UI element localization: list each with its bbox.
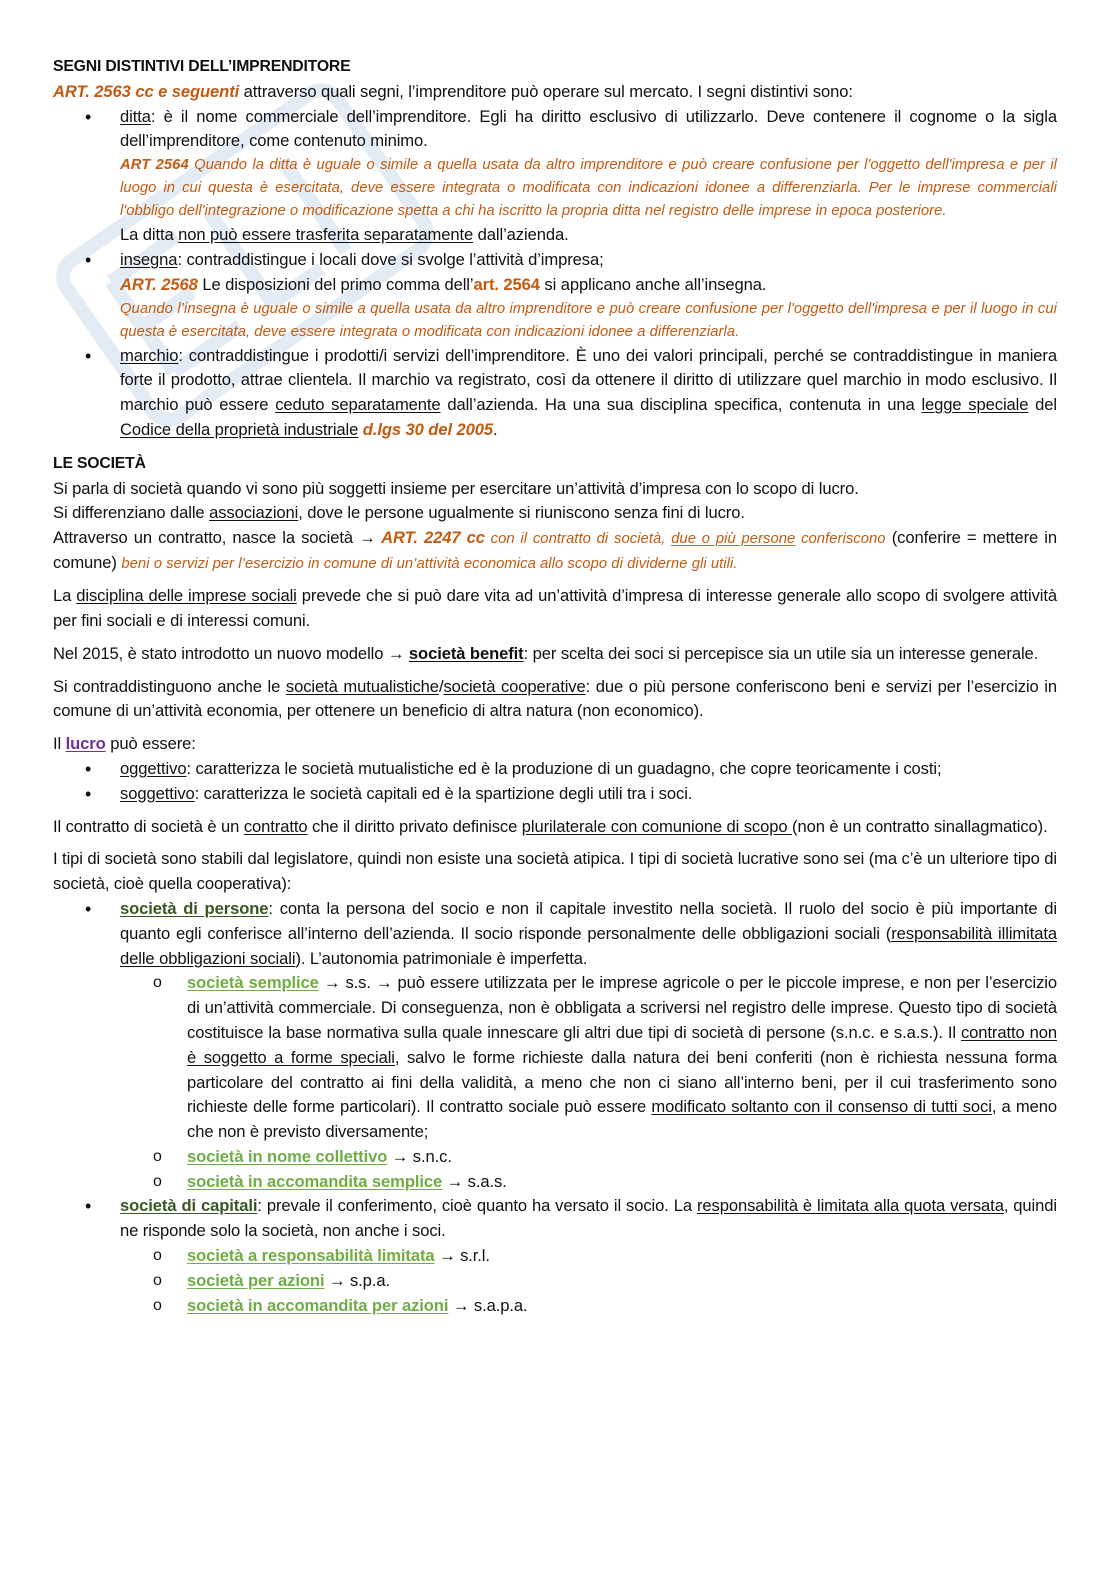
list-item-marchio: • marchio: contraddistingue i prodotti/i servizi dell’imprenditore. È uno dei valori principali, perché se contraddistingue in maniera forte il prodotto, attrae clientela. Il marchio va registrato, così da ottenere il diritto di utilizzare quel marchio in modo esclusivo. Il marchio può essere ceduto separatamente dall’azienda. Ha una sua disciplina specifica, contenuta in una legge speciale del Codice della proprietà industriale d.lgs 30 del 2005. (85, 345, 1057, 439)
circle-bullet-icon: o (153, 1147, 162, 1165)
circle-bullet-icon: o (153, 974, 162, 992)
list-item-srl: o società a responsabilità limitata → s.r.l. (53, 1244, 1057, 1269)
circle-bullet-icon: o (153, 1271, 162, 1289)
circle-bullet-icon: o (153, 1296, 162, 1314)
circle-bullet-icon: o (153, 1172, 162, 1190)
arrow-icon: → (375, 973, 393, 993)
bullet-icon: • (85, 345, 92, 366)
arrow-icon: → (323, 973, 341, 993)
list-item-insegna: • insegna: contraddistingue i locali dove si svolge l’attività d’impresa; ART. 2568 Le disposizioni del primo comma dell’art. 2564 si applicano anche all’insegna. Quando l’insegna è uguale o simile a quella usata da altro imprenditore e può creare confusione per l'oggetto dell'impresa e per il luogo in cui questa è esercitata, deve essere integrata o modificata con indicazioni idonee a differenziarla. (53, 248, 1057, 344)
list-item-semplice: o società semplice → s.s. → può essere utilizzata per le imprese agricole o per le piccole imprese, e non per l’esercizio di un’attività commerciale. Di conseguenza, non è obbligata a scriversi nel registro delle imprese. Questo tipo di società costituisce la base normativa sulla quale innescare gli altri due tipi di società di persone (s.n.c. e s.a.s.). Il contratto non è soggetto a forme speciali, salvo le forme richieste dalla natura dei beni conferiti (non è richiesta nessuna forma particolare del contratto ai fini della validità, a meno che non ci siano all’interno beni, per il cui trasferimento sono richieste delle forme particolari). Il contratto sociale può essere modificato soltanto con il consenso di tutti soci, a meno che non è previsto diversamente; (153, 973, 1057, 1142)
document-page (53, 55, 1057, 1318)
art-2568-text: ART. 2568 Le disposizioni del primo comma dell’art. 2564 si applicano anche all’insegna. (120, 274, 767, 294)
ditta-note: La ditta non può essere trasferita separatamente dall’azienda. (120, 225, 569, 245)
arrow-icon: → (387, 643, 405, 663)
segni-list (53, 105, 1057, 443)
societa-p7: Il lucro può essere: (53, 734, 196, 754)
list-item-sas: o società in accomandita semplice → s.a.s. (53, 1170, 1057, 1195)
arrow-icon: → (328, 1270, 346, 1290)
list-item-oggettivo: • oggettivo: caratterizza le società mutualistiche ed è la produzione di un guadagno, che copre teoricamente i costi; (53, 757, 1057, 782)
list-item-snc: o società in nome collettivo → s.n.c. (53, 1145, 1057, 1170)
segni-intro: ART. 2563 cc e seguenti attraverso quali segni, l’imprenditore può operare sul mercato. I segni distintivi sono: (53, 81, 853, 101)
bullet-icon: • (85, 249, 92, 270)
societa-p6: Si contraddistinguono anche le società mutualistiche/società cooperative: due o più persone conferiscono beni e servizi per l’esercizio in comune di un’attività economia, per ottenere un beneficio di altra natura (non economico). (53, 676, 1058, 721)
societa-p1: Si parla di società quando vi sono più soggetti insieme per esercitare un’attività d’impresa con lo scopo di lucro. (53, 478, 859, 498)
tipi-list (53, 897, 1057, 1319)
arrow-icon: → (452, 1295, 470, 1315)
arrow-icon: → (391, 1146, 409, 1166)
bullet-icon: • (85, 1196, 92, 1217)
list-item-soggettivo: • soggettivo: caratterizza le società capitali ed è la spartizione degli utili tra i soci. (53, 782, 1057, 807)
bullet-icon: • (85, 783, 92, 804)
lucro-list (53, 757, 1057, 807)
arrow-icon: → (359, 528, 376, 548)
bullet-icon: • (85, 758, 92, 779)
bullet-icon: • (85, 898, 92, 919)
societa-p9: I tipi di società sono stabili dal legislatore, quindi non esiste una società atipica. I tipi di società lucrative sono sei (ma c’è un ulteriore tipo di società, cioè quella cooperativa): (53, 849, 1057, 894)
societa-p2: Si differenziano dalle associazioni, dove le persone ugualmente si riuniscono senza fini di lucro. (53, 503, 745, 523)
section-title-societa: LE SOCIETÀ (53, 454, 146, 472)
arrow-icon: → (446, 1171, 464, 1191)
list-item-sapa: o società in accomandita per azioni → s.a.p.a. (53, 1294, 1057, 1319)
list-item-capitali: • società di capitali: prevale il conferimento, cioè quanto ha versato il socio. La responsabilità è limitata alla quota versata, quindi ne risponde solo la società, non anche i soci. (85, 1196, 1057, 1241)
societa-p8: Il contratto di società è un contratto che il diritto privato definisce plurilaterale con comunione di scopo (non è un contratto sinallagmatico). (53, 816, 1048, 836)
bullet-icon: • (85, 106, 92, 127)
circle-bullet-icon: o (153, 1247, 162, 1265)
societa-p5: Nel 2015, è stato introdotto un nuovo modello → società benefit: per scelta dei soci si percepisce sia un utile sia un interesse generale. (53, 643, 1039, 663)
list-item-spa: o società per azioni → s.p.a. (53, 1269, 1057, 1294)
insegna-quote: Quando l’insegna è uguale o simile a quella usata da altro imprenditore e può creare confusione per l'oggetto dell'impresa e per il luogo in cui questa è esercitata, deve essere integrata o modificata con indicazioni idonee a differenziarla. (120, 300, 1057, 340)
list-item-persone: • società di persone: conta la persona del socio e non il capitale investito nella società. Il ruolo del socio è più importante di quanto egli conferisce all’interno dell’azienda. Il socio risponde personalmente delle obbligazioni sociali (responsabilità illimitata delle obbligazioni sociali). L’autonomia patrimoniale è imperfetta. (85, 898, 1058, 968)
societa-p3: Attraverso un contratto, nasce la società → ART. 2247 cc con il contratto di società, due o più persone conferiscono (conferire = mettere in comune) beni o servizi per l’esercizio in comune di un’attività economica allo scopo di dividerne gli utili. (53, 528, 1057, 573)
section-title-segni: SEGNI DISTINTIVI DELL’IMPRENDITORE (53, 58, 351, 75)
art-2564-quote: ART 2564 Quando la ditta è uguale o simile a quella usata da altro imprenditore e può creare confusione per l'oggetto dell'impresa e per il luogo in cui questa è esercitata, deve essere integrata o modificata con indicazioni idonee a differenziarla. Per le imprese commerciali l'obbligo dell'integrazione o modificazione spetta a chi ha iscritto la propria ditta nel registro delle imprese in epoca posteriore. (120, 157, 1057, 220)
arrow-icon: → (439, 1246, 456, 1266)
societa-p4: La disciplina delle imprese sociali prevede che si può dare vita ad un’attività d’impresa di interesse generale allo scopo di svolgere attività per fini sociali e di interessi comuni. (53, 586, 1057, 630)
list-item-ditta: • ditta: è il nome commerciale dell’imprenditore. Egli ha diritto esclusivo di utilizzarlo. Deve contenere il cognome o la sigla dell’imprenditore, come contenuto minimo. ART 2564 Quando la ditta è uguale o simile a quella usata da altro imprenditore e può creare confusione per l'oggetto dell'impresa e per il luogo in cui questa è esercitata, deve essere integrata o modificata con indicazioni idonee a differenziarla. Per le imprese commerciali l'obbligo dell'integrazione o modificazione spetta a chi ha iscritto la propria ditta nel registro delle imprese in epoca posteriore. La ditta non può essere trasferita separatamente dall’azienda. (53, 105, 1057, 248)
